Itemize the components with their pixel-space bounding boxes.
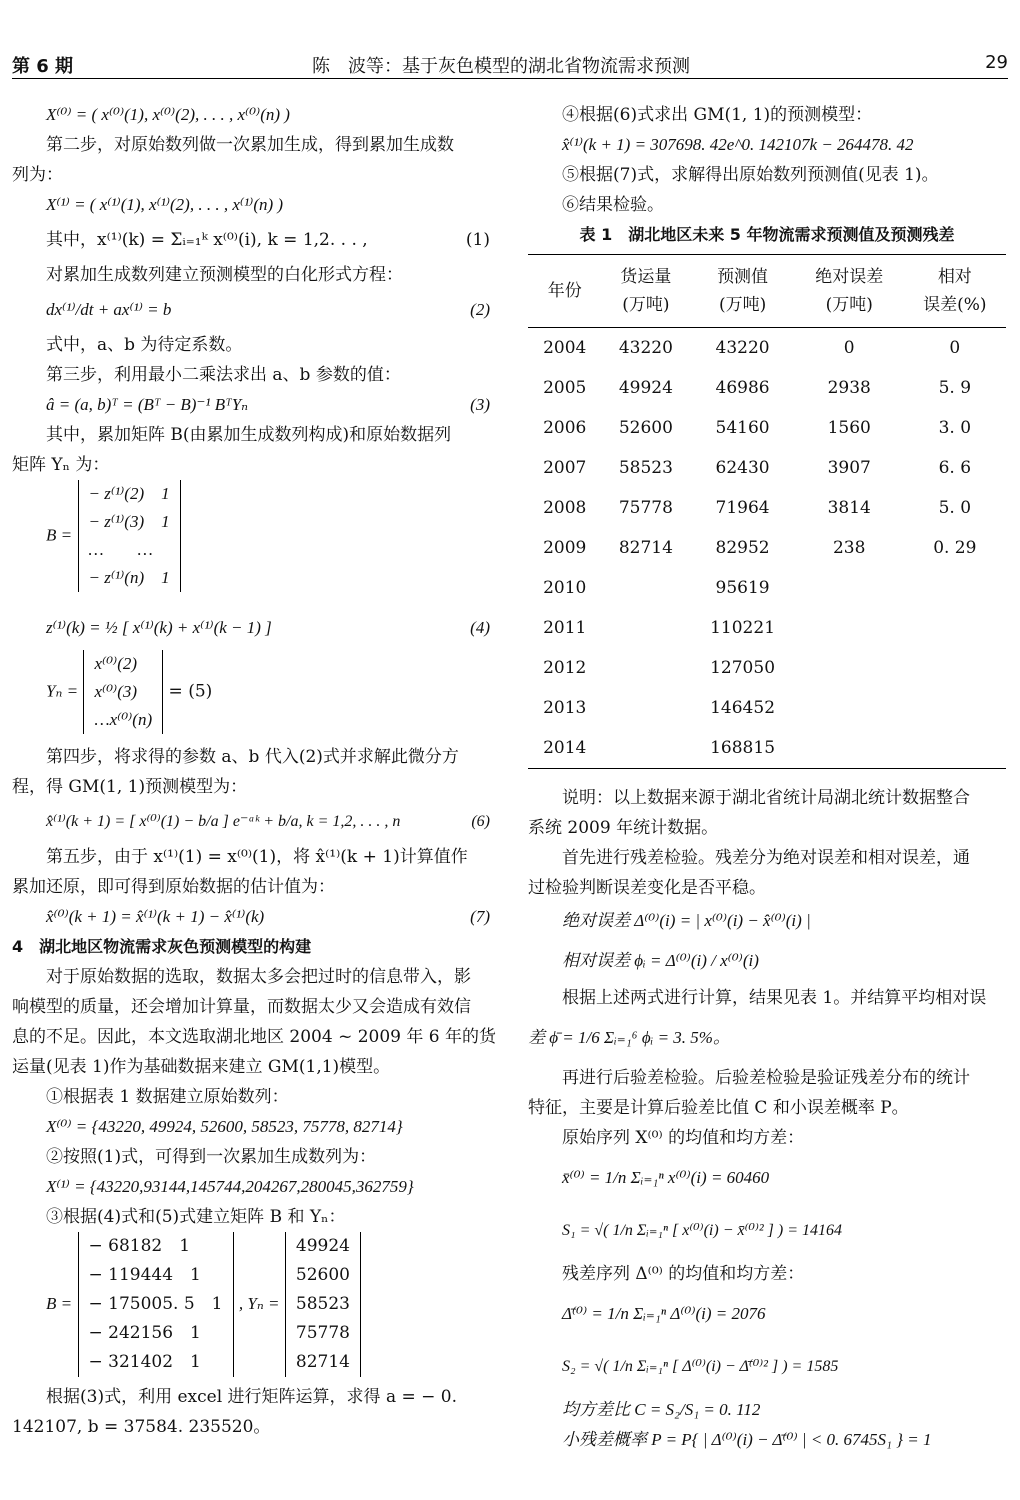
table-cell: 2006: [543, 418, 587, 438]
step-2-values: X⁽¹⁾ = {43220,93144,145744,204267,280045,362759}: [46, 1177, 414, 1196]
table-cell: 82952: [715, 538, 770, 558]
paragraph-step5-cont: 累加还原，即可得到原始数据的估计值为：: [12, 877, 335, 897]
table-cell: 49924: [618, 378, 673, 398]
table-cell: [904, 608, 1006, 648]
table-note-cont: 系统 2009 年统计数据。: [528, 818, 719, 838]
paragraph-coeff: 式中，a、b 为待定系数。: [46, 335, 243, 355]
matrix-Y: [83, 650, 163, 734]
matrix-Y2-row: 52600: [295, 1265, 350, 1285]
table-cell: [601, 688, 690, 728]
paragraph-whitening: 对累加生成数列建立预测模型的白化形式方程：: [46, 265, 403, 285]
matrix-B2-label: B =: [46, 1294, 73, 1313]
step-4-model: x̂⁽¹⁾(k + 1) = 307698. 42e^0. 142107k − 264478. 42: [562, 135, 914, 154]
formula-restore-text: x̂⁽⁰⁾(k + 1) = x̂⁽¹⁾(k + 1) − x̂⁽¹⁾(k): [46, 907, 265, 926]
table-caption: 表 1 湖北地区未来 5 年物流需求预测值及预测残差: [579, 225, 955, 244]
paragraph-result: 根据(3)式，利用 excel 进行矩阵运算，求得 a = − 0.: [46, 1387, 458, 1407]
formula-s1: S₁ = √( 1/n Σᵢ₌₁ⁿ [ x⁽⁰⁾(i) − x̄⁽⁰⁾² ] ) = 14164: [562, 1222, 843, 1239]
table-cell: [904, 648, 1006, 688]
matrix-Y2-row: 82714: [295, 1352, 350, 1372]
table-cell: [795, 608, 904, 648]
formula-z-text: z⁽¹⁾(k) = ½ [ x⁽¹⁾(k) + x⁽¹⁾(k − 1) ]: [46, 618, 272, 637]
table-cell: 2014: [528, 728, 601, 769]
equation-number-2: (2): [470, 300, 490, 319]
paragraph-original-series: 原始序列 X⁽⁰⁾ 的均值和均方差：: [562, 1128, 805, 1148]
table-row: [528, 728, 1006, 769]
section-heading-4: 4 湖北地区物流需求灰色预测模型的构建: [12, 937, 312, 956]
table-cell: 43220: [715, 338, 770, 358]
matrix-B-row: − z⁽¹⁾(n) 1: [88, 568, 170, 587]
step-4: ④根据(6)式求出 GM(1, 1)的预测模型：: [562, 105, 873, 125]
table-cell: 2007: [543, 458, 587, 478]
formula-ls-text: â = (a, b)ᵀ = (Bᵀ − B)⁻¹ BᵀYₙ: [46, 395, 249, 414]
table-cell: 3814: [827, 498, 871, 518]
paragraph-avg: 根据上述两式进行计算，结果见表 1。并结算平均相对误: [562, 988, 987, 1008]
formula-mean-x: x̄⁽⁰⁾ = 1/n Σᵢ₌₁ⁿ x⁽⁰⁾(i) = 60460: [562, 1168, 770, 1187]
matrix-B2-row: − 68182 1: [88, 1236, 191, 1256]
equation-number-4: (4): [470, 618, 490, 637]
matrix-numeric: [12, 1232, 490, 1382]
formula-sum-text: 其中，x⁽¹⁾(k) = Σᵢ₌₁ᵏ x⁽⁰⁾(i), k = 1,2. . . ,: [46, 230, 368, 250]
table-cell: 2010: [543, 578, 587, 598]
matrix-B-row: − z⁽¹⁾(3) 1: [88, 512, 170, 531]
matrix-B2-row: − 242156 1: [88, 1323, 201, 1343]
table-cell: 58523: [618, 458, 673, 478]
matrix-Y-row: x⁽⁰⁾(3): [94, 682, 138, 701]
table-cell: 2013: [543, 698, 587, 718]
page-number: 29: [985, 52, 1008, 73]
formula-abs-error: 绝对误差 Δ⁽⁰⁾(i) = | x⁽⁰⁾(i) − x̂⁽⁰⁾(i) |: [562, 911, 811, 930]
table-header-cell: 相对 误差(%): [904, 255, 1006, 328]
table-cell: 43220: [618, 338, 673, 358]
table-cell: 2008: [543, 498, 587, 518]
paragraph-matrix-cont: 矩阵 Yₙ 为：: [12, 455, 110, 475]
table-cell: [904, 568, 1006, 608]
table-cell: 0: [843, 338, 855, 358]
paragraph-data-3: 息的不足。因此，本文选取湖北地区 2004 ~ 2009 年 6 年的货: [12, 1027, 497, 1047]
table-header-cell: 绝对误差 (万吨): [795, 255, 904, 328]
formula-mean-delta: Δ̄⁽⁰⁾ = 1/n Σᵢ₌₁ⁿ Δ⁽⁰⁾(i) = 2076: [562, 1304, 766, 1323]
table-cell: [795, 728, 904, 769]
table-cell: 1560: [827, 418, 871, 438]
table-row: [528, 608, 1006, 648]
table-cell: [904, 688, 1006, 728]
left-column: [12, 100, 497, 1442]
table-cell: [601, 608, 690, 648]
paragraph-step3: 第三步，利用最小二乘法求出 a、b 参数的值：: [46, 365, 401, 385]
matrix-Y2-row: 49924: [295, 1236, 350, 1256]
matrix-B-label: B =: [46, 525, 73, 545]
step-5: ⑤根据(7)式，求解得出原始数列预测值(见表 1)。: [562, 165, 939, 185]
paragraph-residual-cont: 过检验判断误差变化是否平稳。: [528, 878, 766, 898]
matrix-B2: [78, 1232, 234, 1377]
running-title: 陈 波等：基于灰色模型的湖北省物流需求预测: [312, 56, 690, 77]
table-cell: 54160: [715, 418, 770, 438]
paragraph-step4: 第四步，将求得的参数 a、b 代入(2)式并求解此微分方: [46, 747, 459, 767]
matrix-Y-row: x⁽⁰⁾(2): [94, 654, 138, 673]
matrix-Y2: [285, 1232, 361, 1377]
table-cell: [601, 728, 690, 769]
formula-avg-rel-error: 差 ϕ̄ = 1/6 Σᵢ₌₁⁶ ϕᵢ = 3. 5%。: [528, 1028, 730, 1047]
table-cell: 5. 9: [938, 378, 972, 398]
paragraph-step5: 第五步，由于 x⁽¹⁾(1) = x⁽⁰⁾(1)，将 x̂⁽¹⁾(k + 1)计算值作: [46, 847, 468, 867]
matrix-Y2-label: , Yₙ =: [238, 1294, 280, 1313]
table-note: 说明：以上数据来源于湖北省统计局湖北统计数据整合: [562, 788, 970, 808]
table-cell: 62430: [715, 458, 770, 478]
matrix-B2-row: − 119444 1: [88, 1265, 201, 1285]
step-6: ⑥结果检验。: [562, 195, 664, 215]
table-header-cell: 年份: [528, 255, 601, 328]
table-cell: [601, 648, 690, 688]
table-cell: 127050: [710, 658, 776, 678]
paragraph-step2-cont: 列为：: [12, 165, 63, 185]
table-row: [528, 488, 1006, 528]
table-cell: 2004: [543, 338, 587, 358]
equation-number-3: (3): [470, 395, 490, 414]
formula-x1: X⁽¹⁾ = ( x⁽¹⁾(1), x⁽¹⁾(2), . . . , x⁽¹⁾(n) ): [46, 195, 284, 214]
table-cell: [904, 728, 1006, 769]
equation-number-5: = (5): [168, 681, 213, 702]
table-header-cell: 预测值 (万吨): [690, 255, 794, 328]
table-cell: 146452: [710, 698, 776, 718]
table-cell: 2009: [543, 538, 587, 558]
table-header-cell: 货运量 (万吨): [601, 255, 690, 328]
paragraph-residual-series: 残差序列 Δ⁽⁰⁾ 的均值和均方差：: [562, 1264, 805, 1284]
table-cell: 0: [949, 338, 961, 358]
paragraph-result-cont: 142107, b = 37584. 235520。: [12, 1417, 271, 1437]
table-row: [528, 648, 1006, 688]
formula-diff: [12, 290, 490, 330]
table-cell: 2938: [827, 378, 871, 398]
matrix-B2-row: − 321402 1: [88, 1352, 201, 1372]
equation-number-6: (6): [471, 813, 490, 830]
formula-z: [12, 606, 490, 650]
table-body: [528, 328, 1006, 769]
table-row: [528, 368, 1006, 408]
table-cell: 238: [832, 538, 866, 558]
table-cell: 46986: [715, 378, 770, 398]
table-cell: [601, 568, 690, 608]
formula-ls: [12, 390, 490, 420]
table-cell: 82714: [618, 538, 673, 558]
table-cell: 95619: [715, 578, 770, 598]
formula-sum: [12, 220, 490, 260]
table-cell: 0. 29: [933, 538, 977, 558]
table-row: [528, 528, 1006, 568]
step-2: ②按照(1)式，可得到一次累加生成数列为：: [46, 1147, 377, 1167]
table-cell: 75778: [618, 498, 673, 518]
formula-c: 均方差比 C = S₂/S₁ = 0. 112: [562, 1400, 761, 1419]
paragraph-data-1: 对于原始数据的选取，数据太多会把过时的信息带入，影: [46, 967, 471, 987]
matrix-Y-label: Yₙ =: [46, 681, 79, 701]
paragraph-step4-cont: 程，得 GM(1, 1)预测模型为：: [12, 777, 248, 797]
table-row: [528, 568, 1006, 608]
table-row: [528, 328, 1006, 369]
table-cell: 5. 0: [938, 498, 972, 518]
table-cell: 3. 0: [938, 418, 972, 438]
equation-number-7: (7): [470, 907, 490, 926]
equation-number-1: (1): [465, 230, 490, 250]
step-1-values: X⁽⁰⁾ = {43220, 49924, 52600, 58523, 75778, 82714}: [46, 1117, 403, 1136]
matrix-B: [78, 480, 181, 592]
formula-gm-text: x̂⁽¹⁾(k + 1) = [ x⁽⁰⁾(1) − b/a ] e⁻ᵃᵏ + b/a, k = 1,2, . . . , n: [46, 813, 401, 830]
formula-restore: [12, 902, 490, 932]
step-3: ③根据(4)式和(5)式建立矩阵 B 和 Yₙ：: [46, 1207, 346, 1227]
paragraph-residual: 首先进行残差检验。残差分为绝对误差和相对误差，通: [562, 848, 970, 868]
paragraph-step2: 第二步，对原始数列做一次累加生成，得到累加生成数: [46, 135, 454, 155]
step-1: ①根据表 1 数据建立原始数列：: [46, 1087, 289, 1107]
table-row: [528, 688, 1006, 728]
table-cell: 110221: [710, 618, 776, 638]
table-cell: 2012: [543, 658, 587, 678]
formula-x0: X⁽⁰⁾ = ( x⁽⁰⁾(1), x⁽⁰⁾(2), . . . , x⁽⁰⁾(n) ): [46, 105, 290, 124]
matrix-Y2-row: 58523: [295, 1294, 350, 1314]
forecast-table: [528, 254, 1006, 769]
formula-rel-error: 相对误差 ϕᵢ = Δ⁽⁰⁾(i) / x⁽⁰⁾(i): [562, 951, 759, 970]
paragraph-matrix: 其中，累加矩阵 B(由累加生成数列构成)和原始数据列: [46, 425, 452, 445]
formula-diff-text: dx⁽¹⁾/dt + ax⁽¹⁾ = b: [46, 300, 172, 319]
table-row: [528, 408, 1006, 448]
running-header: [12, 48, 1008, 79]
table-cell: 71964: [715, 498, 770, 518]
table-cell: 2005: [543, 378, 587, 398]
paragraph-data-4: 运量(见表 1)作为基础数据来建立 GM(1,1)模型。: [12, 1057, 391, 1077]
table-cell: 3907: [827, 458, 871, 478]
matrix-B2-row: − 175005. 5 1: [88, 1294, 223, 1314]
issue-number: 第 6 期: [12, 56, 74, 77]
paragraph-posterior: 再进行后验差检验。后验差检验是验证残差分布的统计: [562, 1068, 970, 1088]
matrix-Y-symbolic: [12, 650, 490, 742]
table-cell: 168815: [690, 728, 794, 769]
formula-p: 小残差概率 P = P{ | Δ⁽⁰⁾(i) − Δ̄⁽⁰⁾ | < 0. 6745S₁ } = 1: [562, 1430, 932, 1449]
formula-gm: [12, 802, 490, 842]
table-cell: [795, 648, 904, 688]
matrix-B-row: − z⁽¹⁾(2) 1: [88, 484, 170, 503]
matrix-Y2-row: 75778: [295, 1323, 350, 1343]
paragraph-data-2: 响模型的质量，还会增加计算量，而数据太少又会造成有效信: [12, 997, 471, 1017]
table-cell: [795, 568, 904, 608]
table-row: [528, 448, 1006, 488]
matrix-Y-row: …x⁽⁰⁾(n): [94, 710, 153, 729]
matrix-B-row: … …: [88, 540, 153, 559]
table-header-row: [528, 255, 1006, 328]
formula-s2: S₂ = √( 1/n Σᵢ₌₁ⁿ [ Δ⁽⁰⁾(i) − Δ̄⁽⁰⁾² ] ) = 1585: [562, 1358, 839, 1375]
table-cell: 52600: [618, 418, 673, 438]
table-cell: 2011: [543, 618, 587, 638]
right-column: [528, 100, 1006, 1455]
matrix-B-symbolic: [12, 480, 490, 606]
table-cell: 6. 6: [938, 458, 972, 478]
paragraph-posterior-cont: 特征，主要是计算后验差比值 C 和小误差概率 P。: [528, 1098, 909, 1118]
table-cell: [795, 688, 904, 728]
